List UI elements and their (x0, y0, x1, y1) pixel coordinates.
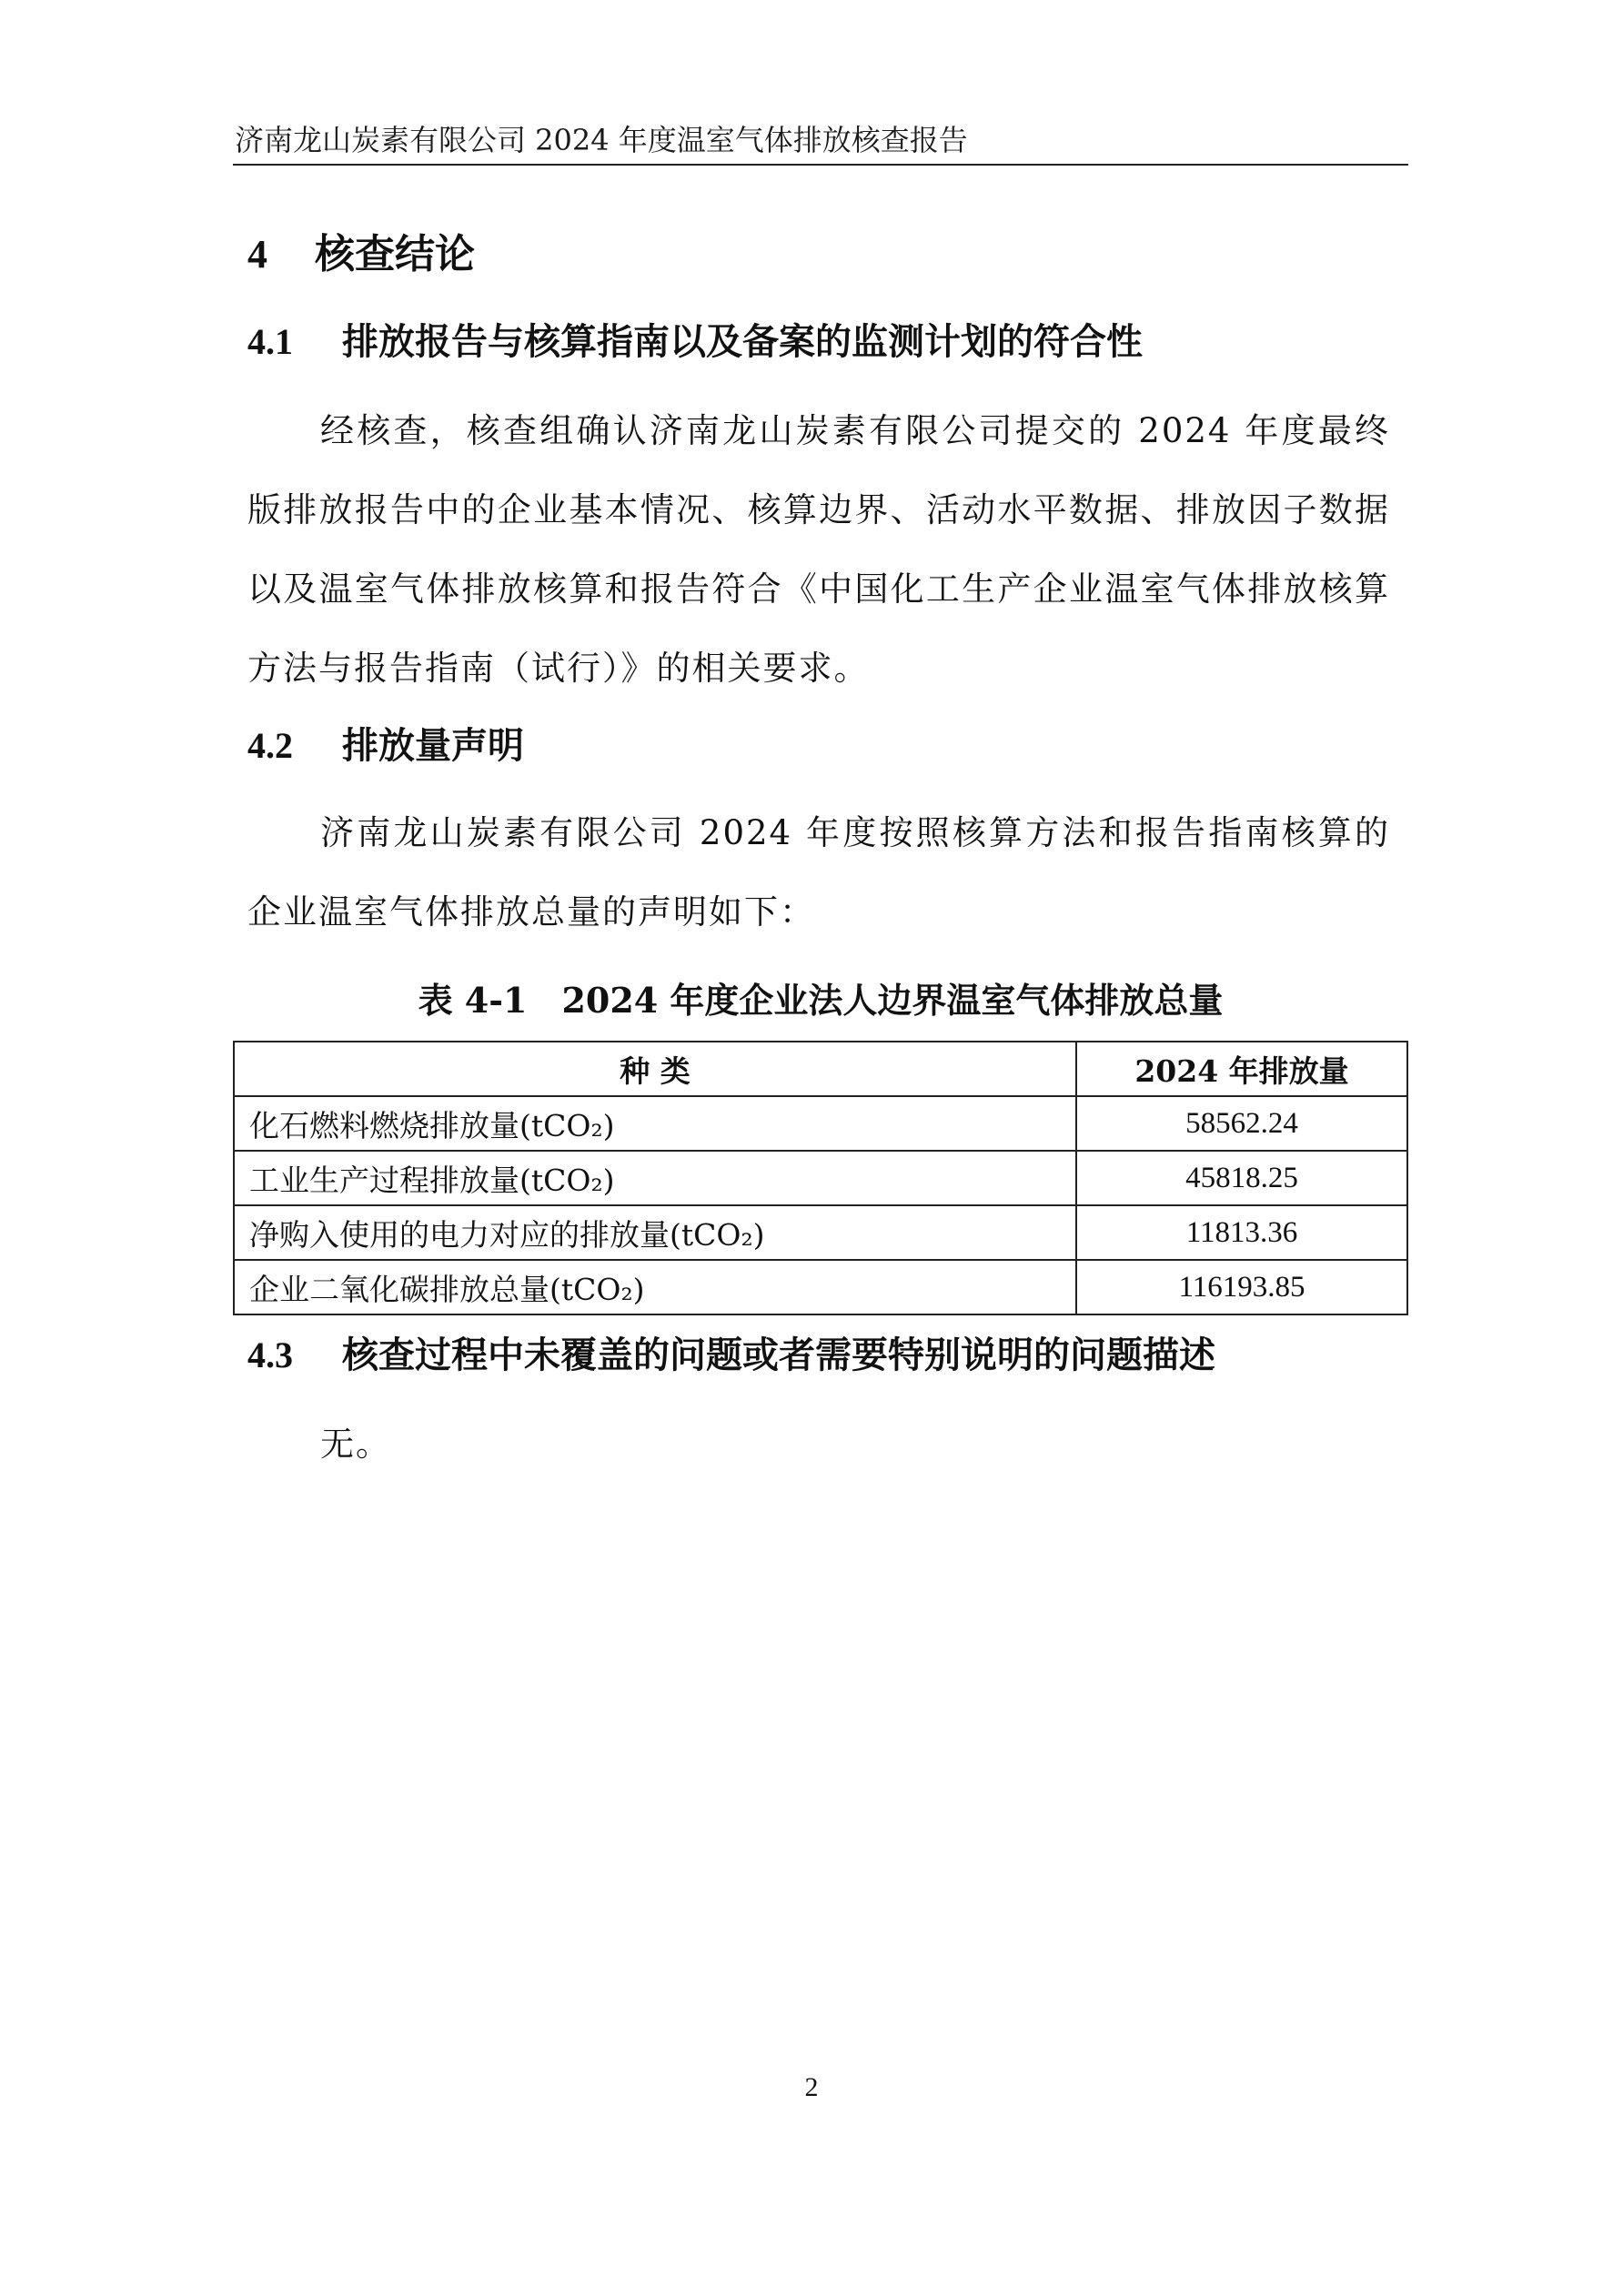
subsection-title: 排放报告与核算指南以及备案的监测计划的符合性 (342, 320, 1143, 363)
row-value: 11813.36 (1076, 1205, 1407, 1260)
table-header-row (234, 1042, 1407, 1096)
paragraph-4-3: 无。 (320, 1425, 391, 1464)
column-header-category: 种 类 (234, 1042, 1076, 1096)
section-number: 4 (247, 232, 267, 277)
subsection-number: 4.1 (247, 321, 293, 362)
table-row (234, 1260, 1407, 1314)
table-caption: 表 4-1 2024 年度企业法人边界温室气体排放总量 (418, 980, 1224, 1021)
row-label: 企业二氧化碳排放总量(tCO₂) (234, 1260, 1076, 1314)
subsection-number: 4.3 (247, 1334, 293, 1375)
subsection-heading-4-3 (247, 1328, 1215, 1383)
running-header: 济南龙山炭素有限公司 2024 年度温室气体排放核查报告 (235, 123, 968, 157)
emissions-table (233, 1041, 1408, 1315)
subsection-heading-4-1 (247, 315, 1143, 369)
table-row (234, 1151, 1407, 1205)
subsection-number: 4.2 (247, 725, 293, 766)
row-value: 45818.25 (1076, 1151, 1407, 1205)
row-label: 工业生产过程排放量(tCO₂) (234, 1151, 1076, 1205)
paragraph-4-2: 济南龙山炭素有限公司 2024 年度按照核算方法和报告指南核算的企业温室气体排放总量的声明如下： (247, 813, 1390, 931)
paragraph-4-1: 经核查，核查组确认济南龙山炭素有限公司提交的 2024 年度最终版排放报告中的企业基本情况、核算边界、活动水平数据、排放因子数据以及温室气体排放核算和报告符合《中国化工生产企业温室气体排放核算方法与报告指南（试行）》的相关要求。 (247, 411, 1390, 688)
row-label: 化石燃料燃烧排放量(tCO₂) (234, 1096, 1076, 1151)
row-value: 58562.24 (1076, 1096, 1407, 1151)
subsection-heading-4-2 (247, 719, 524, 773)
page-number: 2 (804, 2072, 819, 2102)
section-heading-4 (247, 226, 475, 284)
header-rule (233, 164, 1408, 166)
column-header-emission: 2024 年排放量 (1076, 1042, 1407, 1096)
table-row (234, 1205, 1407, 1260)
section-title: 核查结论 (315, 231, 475, 277)
subsection-title: 核查过程中未覆盖的问题或者需要特别说明的问题描述 (342, 1334, 1215, 1376)
row-value: 116193.85 (1076, 1260, 1407, 1314)
subsection-title: 排放量声明 (342, 724, 524, 767)
row-label: 净购入使用的电力对应的排放量(tCO₂) (234, 1205, 1076, 1260)
table-row (234, 1096, 1407, 1151)
